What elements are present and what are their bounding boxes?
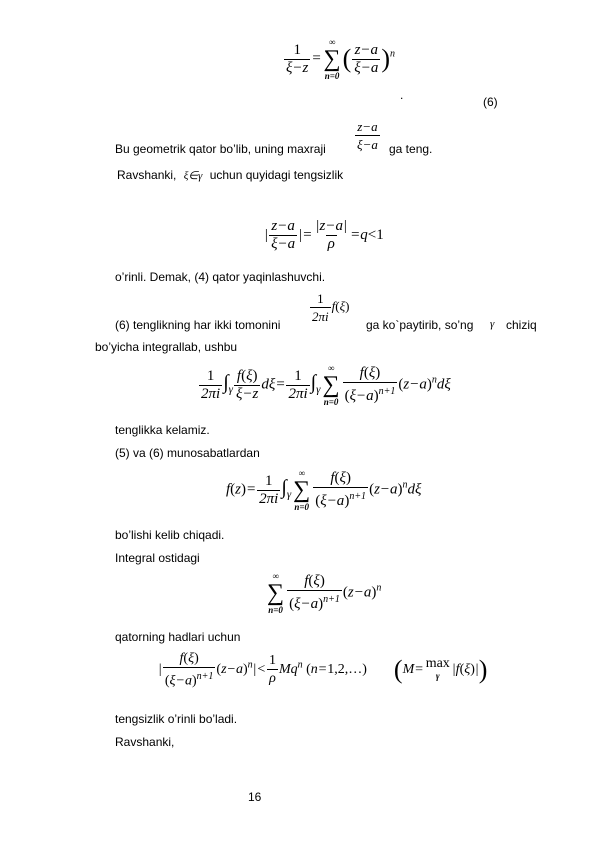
equation-6: $\frac{1}{\xi-z}$ = ∞ ∑ n=0 ( $\frac{z-a}{\xi-a}$ )$^n$ (286, 37, 396, 81)
text-ravshanki-2: Ravshanki, (115, 735, 175, 749)
text-line-6-mid: ga ko`paytirib, so’ng (366, 318, 474, 332)
equation-series: ∞ ∑ n=0 $\frac{f(\xi)}{(\xi-a)^{n+1}}$ $(z-a)^n$ (267, 571, 382, 615)
ratio-fraction: $\frac{z-a}{\xi-a}$ (357, 119, 378, 152)
text-line-6-start: (6) tenglikning har ikki tomonini (115, 318, 281, 332)
text-tenglikka: tenglikka kelamiz. (115, 423, 210, 437)
math-xi-in-gamma: ξ∈γ (183, 170, 203, 182)
equation-fz: f(z)= $\frac{1}{2\pi i}$ $\int_\gamma$ ∞ ∑ n=0 $\frac{f(\xi)}{(\xi-a)^{n+1}}$ $(z-a)^nd\xi$ (226, 468, 422, 512)
text-ravshanki-1: Ravshanki, (117, 168, 177, 182)
paragraph-ravshanki-1 (117, 168, 343, 183)
text-ravshanki-1-end: uchun quyidagi tengsizlik (209, 168, 344, 182)
page-number: 16 (248, 790, 262, 804)
text-boyicha: bo’yicha integrallab, ushbu (95, 340, 238, 354)
text-geometric: Bu geometrik qator bo’lib, uning maxraji (115, 142, 326, 156)
inequality-q: | $\frac{z-a}{\xi-a}$ |= $\frac{|z-a|}{\rho}$ =q<1 (264, 218, 384, 252)
text-5va6: (5) va (6) munosabatlardan (115, 446, 260, 460)
equation-integral-1: $\frac{1}{2\pi i}$ $\int_\gamma$ $\frac{f(\xi)}{\xi-z}$ dξ= $\frac{1}{2\pi i}$ $\int_\gamma$ ∞ ∑ n=0 $\frac{f(\xi)}{(\xi-a)^{n+1}}$ $(z-a)^nd\xi$ (201, 363, 451, 407)
text-qator: qatorning hadlari uchun (115, 630, 241, 644)
inequality-estimate: | $\frac{f(\xi)}{(\xi-a)^{n+1}}$ $(z-a)^n|<$ $\frac{1}{\rho}$ Mq$^n$ (n=1,2,…) (M= max γ |f(ξ)|) (158, 651, 488, 689)
math-gamma: γ (490, 318, 495, 330)
equation-period: . (400, 88, 404, 102)
text-orinli: o’rinli. Demak, (4) qator yaqinlashuvchi. (115, 270, 326, 284)
paragraph-geometric (115, 142, 326, 156)
text-kelib: bo’lishi kelib chiqadi. (115, 528, 225, 542)
text-line-6-end: chiziq (506, 318, 537, 332)
equation-number: (6) (483, 95, 498, 109)
math-multiplier: $\frac{1}{2\pi i}$ f(ξ) (312, 291, 350, 324)
text-integral: Integral ostidagi (115, 551, 200, 565)
text-geometric-end: ga teng. (389, 142, 433, 156)
text-tengsizlik: tengsizlik o’rinli bo’ladi. (115, 712, 238, 726)
